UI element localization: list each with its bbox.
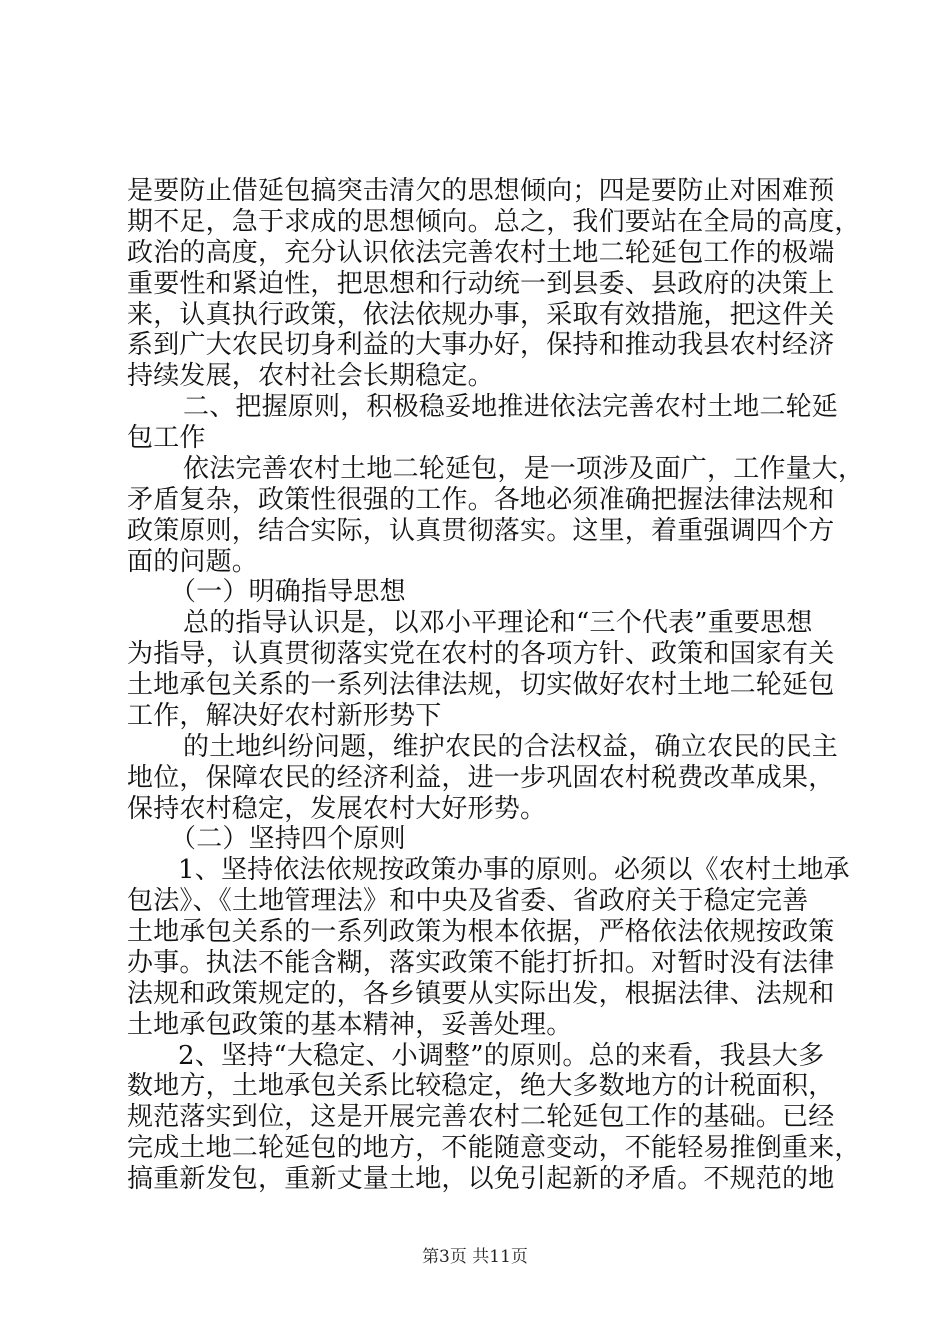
text-line: 地位，保障农民的经济利益，进一步巩固农村税费改革成果， bbox=[127, 763, 835, 793]
text-line: 包法》、《土地管理法》和中央及省委、省政府关于稳定完善 bbox=[127, 886, 809, 916]
section-heading: 二、把握原则，积极稳妥地推进依法完善农村土地二轮延 bbox=[183, 392, 839, 422]
text-line: 数地方，土地承包关系比较稳定，绝大多数地方的计税面积， bbox=[127, 1071, 835, 1101]
text-line: 2、坚持“大稳定、小调整”的原则。总的来看，我县大多 bbox=[178, 1041, 825, 1071]
text-line: 的土地纠纷问题，维护农民的合法权益，确立农民的民主 bbox=[183, 732, 839, 762]
text-line: 政策原则，结合实际，认真贯彻落实。这里，着重强调四个方 bbox=[127, 516, 835, 546]
text-line: 搞重新发包，重新丈量土地，以免引起新的矛盾。不规范的地 bbox=[127, 1164, 835, 1194]
text-line: 重要性和紧迫性，把思想和行动统一到县委、县政府的决策上 bbox=[127, 269, 835, 299]
text-line: 规范落实到位，这是开展完善农村二轮延包工作的基础。已经 bbox=[127, 1102, 835, 1132]
text-line: 持续发展，农村社会长期稳定。 bbox=[127, 361, 494, 391]
text-line: 法规和政策规定的，各乡镇要从实际出发，根据法律、法规和 bbox=[127, 979, 835, 1009]
text-line: 办事。执法不能含糊，落实政策不能打折扣。对暂时没有法律 bbox=[127, 948, 835, 978]
subsection-heading: （二）坚持四个原则 bbox=[170, 824, 406, 854]
text-line: 完成土地二轮延包的地方，不能随意变动，不能轻易推倒重来， bbox=[127, 1133, 861, 1163]
text-line: 是要防止借延包搞突击清欠的思想倾向；四是要防止对困难预 bbox=[127, 176, 835, 206]
text-line: 来，认真执行政策，依法依规办事，采取有效措施，把这件关 bbox=[127, 300, 835, 330]
text-line: 1、坚持依法依规按政策办事的原则。必须以《农村土地承 bbox=[178, 855, 850, 885]
text-line: 政治的高度，充分认识依法完善农村土地二轮延包工作的极端 bbox=[127, 238, 835, 268]
text-line: 期不足，急于求成的思想倾向。总之，我们要站在全局的高度， bbox=[127, 207, 861, 237]
text-line: 系到广大农民切身利益的大事办好，保持和推动我县农村经济 bbox=[127, 330, 835, 360]
text-line: 土地承包政策的基本精神，妥善处理。 bbox=[127, 1010, 573, 1040]
text-line: 总的指导认识是，以邓小平理论和“三个代表”重要思想 bbox=[183, 608, 813, 638]
page-footer: 第3页 共11页 bbox=[422, 1247, 528, 1267]
text-line: 矛盾复杂，政策性很强的工作。各地必须准确把握法律法规和 bbox=[127, 485, 835, 515]
subsection-heading: （一）明确指导思想 bbox=[170, 577, 406, 607]
text-line: 土地承包关系的一系列法律法规，切实做好农村土地二轮延包 bbox=[127, 670, 835, 700]
section-heading-continued: 包工作 bbox=[127, 423, 206, 453]
text-line: 工作，解决好农村新形势下 bbox=[127, 701, 442, 731]
text-line: 面的问题。 bbox=[127, 547, 259, 577]
text-line: 为指导，认真贯彻落实党在农村的各项方针、政策和国家有关 bbox=[127, 639, 835, 669]
text-line: 土地承包关系的一系列政策为根本依据，严格依法依规按政策 bbox=[127, 917, 835, 947]
text-line: 依法完善农村土地二轮延包，是一项涉及面广，工作量大， bbox=[183, 454, 865, 484]
text-line: 保持农村稳定，发展农村大好形势。 bbox=[127, 794, 547, 824]
